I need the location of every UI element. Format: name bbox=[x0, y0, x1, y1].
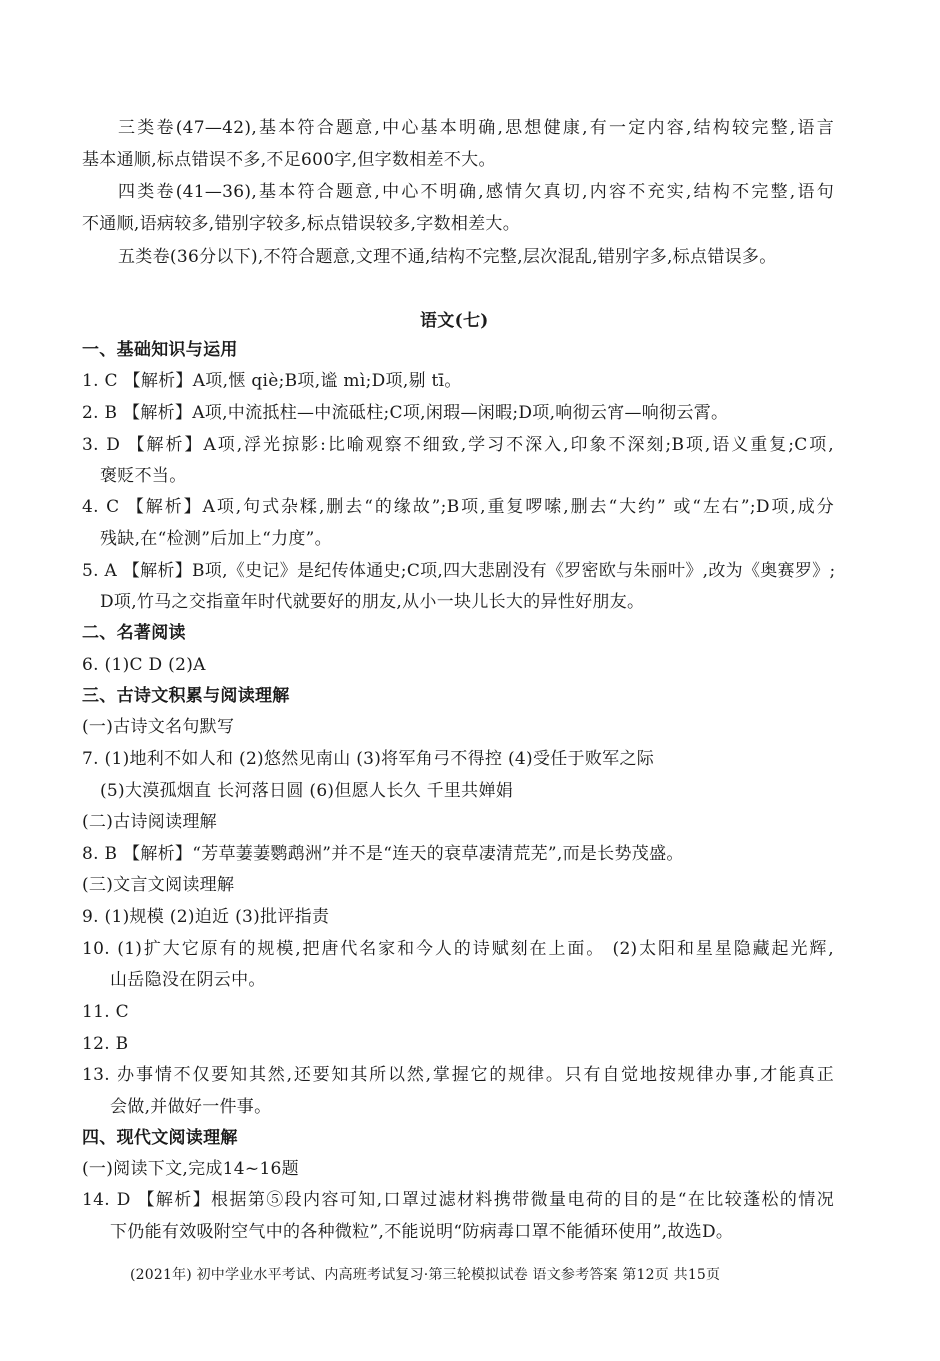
section-heading-3: 三、古诗文积累与阅读理解 bbox=[82, 686, 290, 706]
grading-p3-line2: 基本通顺,标点错误不多,不足600字,但字数相差不大。 bbox=[82, 150, 496, 170]
grading-p4-line2: 不通顺,语病较多,错别字较多,标点错误较多,字数相差大。 bbox=[82, 214, 521, 234]
answer-q14-line2: 下仍能有效吸附空气中的各种微粒”,不能说明“防病毒口罩不能循环使用”,故选D。 bbox=[110, 1222, 734, 1242]
answer-q4-line1: 4. C 【解析】A项,句式杂糅,删去“的缘故”;B项,重复啰嗦,删去“大约” 或“左右”;D项,成分 bbox=[82, 497, 834, 517]
answer-q10-line1: 10. (1)扩大它原有的规模,把唐代名家和今人的诗赋刻在上面。 (2)太阳和星星隐藏起光辉, bbox=[82, 939, 834, 959]
answer-q1: 1. C 【解析】A项,惬 qiè;B项,谧 mì;D项,剔 tī。 bbox=[82, 371, 462, 391]
grading-p3-line1: 三类卷(47—42),基本符合题意,中心基本明确,思想健康,有一定内容,结构较完整,语言 bbox=[118, 118, 834, 138]
section-title: 语文(七) bbox=[420, 311, 489, 331]
subsection-heading-3-1: (一)古诗文名句默写 bbox=[82, 717, 235, 737]
grading-p5-line1: 五类卷(36分以下),不符合题意,文理不通,结构不完整,层次混乱,错别字多,标点错误多。 bbox=[118, 247, 777, 267]
answer-q12: 12. B bbox=[82, 1034, 129, 1054]
answer-q9: 9. (1)规模 (2)迫近 (3)批评指责 bbox=[82, 907, 330, 927]
answer-q13-line2: 会做,并做好一件事。 bbox=[110, 1097, 272, 1117]
subsection-heading-3-3: (三)文言文阅读理解 bbox=[82, 875, 235, 895]
answer-q3-line2: 褒贬不当。 bbox=[100, 466, 187, 486]
answer-q5-line2: D项,竹马之交指童年时代就要好的朋友,从小一块儿长大的异性好朋友。 bbox=[100, 592, 645, 612]
answer-q6: 6. (1)C D (2)A bbox=[82, 655, 206, 675]
grading-p4-line1: 四类卷(41—36),基本符合题意,中心不明确,感情欠真切,内容不充实,结构不完整,语句 bbox=[118, 182, 834, 202]
answer-q7-line1: 7. (1)地利不如人和 (2)悠然见南山 (3)将军角弓不得控 (4)受任于败军之际 bbox=[82, 749, 655, 769]
answer-q8: 8. B 【解析】“芳草萋萋鹦鹉洲”并不是“连天的衰草凄清荒芜”,而是长势茂盛。 bbox=[82, 844, 684, 864]
subsection-heading-4-1: (一)阅读下文,完成14~16题 bbox=[82, 1159, 299, 1179]
answer-q7-line2: (5)大漠孤烟直 长河落日圆 (6)但愿人长久 千里共婵娟 bbox=[100, 781, 514, 801]
answer-q13-line1: 13. 办事情不仅要知其然,还要知其所以然,掌握它的规律。只有自觉地按规律办事,才能真正 bbox=[82, 1065, 834, 1085]
answer-q2: 2. B 【解析】A项,中流抵柱—中流砥柱;C项,闲瑕—闲暇;D项,响彻云宵—响彻云霄。 bbox=[82, 403, 729, 423]
section-heading-2: 二、名著阅读 bbox=[82, 623, 186, 643]
section-heading-1: 一、基础知识与运用 bbox=[82, 340, 238, 360]
answer-q5-line1: 5. A 【解析】B项,《史记》是纪传体通史;C项,四大悲剧没有《罗密欧与朱丽叶》,改为《奥赛罗》; bbox=[82, 561, 836, 581]
answer-q3-line1: 3. D 【解析】A项,浮光掠影:比喻观察不细致,学习不深入,印象不深刻;B项,语义重复;C项, bbox=[82, 435, 834, 455]
answer-q14-line1: 14. D 【解析】根据第⑤段内容可知,口罩过滤材料携带微量电荷的目的是“在比较蓬松的情况 bbox=[82, 1190, 834, 1210]
answer-q10-line2: 山岳隐没在阴云中。 bbox=[110, 970, 266, 990]
subsection-heading-3-2: (二)古诗阅读理解 bbox=[82, 812, 217, 832]
page-footer: (2021年) 初中学业水平考试、内高班考试复习·第三轮模拟试卷 语文参考答案 第12页 共15页 bbox=[130, 1267, 721, 1283]
section-heading-4: 四、现代文阅读理解 bbox=[82, 1128, 238, 1148]
answer-q4-line2: 残缺,在“检测”后加上“力度”。 bbox=[100, 529, 332, 549]
answer-q11: 11. C bbox=[82, 1002, 129, 1022]
